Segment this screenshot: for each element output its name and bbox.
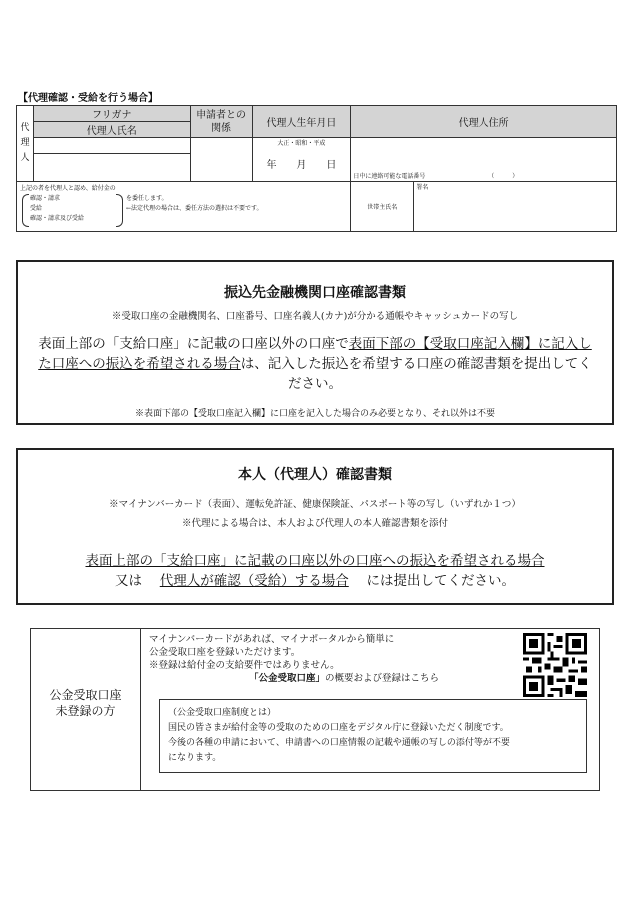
legal-note: ←法定代理の場合は、委任方法の選択は不要です。: [126, 205, 263, 212]
qr-code-icon[interactable]: [523, 633, 587, 697]
householder-label: 世帯主氏名: [351, 182, 414, 232]
proxy-side-label: 代理人: [17, 106, 34, 182]
bank-note: ※受取口座の金融機関名、口座番号、口座名義人(カナ)が分かる通帳やキャッシュカードの写し: [111, 311, 519, 322]
bank-title: 振込先金融機関口座確認書類: [224, 285, 406, 301]
phone-parens: （ ）: [488, 173, 519, 180]
id-body-2: 又は 代理人が確認（受給）する場合 には提出してください。: [114, 573, 516, 589]
phone-label: 日中に連絡可能な電話番号: [353, 173, 426, 180]
id-note-1: ※マイナンバーカード（表面）、運転免許証、健康保険証、パスポート等の写し（いずれか１つ）: [109, 499, 521, 510]
option-receive[interactable]: 受給: [30, 205, 43, 212]
era-options: 大正・昭和・平成: [277, 140, 326, 147]
delegation-intro: 上記の者を代理人と認め、給付金の: [20, 185, 116, 192]
bank-body: 表面上部の「支給口座」に記載の口座以外の口座で表面下部の【受取口座記入欄】に記入した口座への振込を希望される場合は、記入した振込を希望する口座の確認書類を提出してください。: [38, 336, 592, 392]
seal-label: 署名: [416, 184, 429, 191]
relation-header: 申請者との関係: [190, 106, 252, 138]
registration-link[interactable]: 「公金受取口座」の概要および登録はこちら: [249, 673, 440, 684]
delegation-cell: [17, 182, 351, 232]
ymd-label: 年 月 日: [266, 160, 337, 171]
birth-input[interactable]: [252, 138, 351, 182]
id-title: 本人（代理人）確認書類: [238, 467, 392, 483]
address-input[interactable]: [351, 138, 617, 182]
name-header: 代理人氏名: [33, 122, 190, 138]
option-confirm[interactable]: 確認・請求: [30, 195, 61, 202]
system-info-box: （公金受取口座制度とは） 国民の皆さまが給付金等の受取のための口座をデジタル庁に登録いただく制度です。 今後の各種の申請において、申請書への口座情報の記載や通帳の写しの添付等が不要 になります。: [159, 699, 587, 773]
furigana-input[interactable]: [33, 138, 190, 154]
proxy-table: [16, 105, 617, 232]
relation-input[interactable]: [190, 138, 252, 182]
delegate-text: を委任します。: [126, 195, 168, 202]
bank-document-box: [16, 260, 614, 425]
id-body-1: 表面上部の「支給口座」に記載の口座以外の口座への振込を希望される場合: [85, 553, 545, 569]
system-title: （公金受取口座制度とは）: [168, 708, 277, 718]
furigana-header: フリガナ: [33, 106, 190, 122]
householder-input[interactable]: [414, 182, 617, 232]
registration-label: 公金受取口座 未登録の方: [49, 688, 122, 718]
registration-text: マイナンバーカードがあれば、マイナポータルから簡単に 公金受取口座を登録いただけます。 ※登録は給付金の支給要件ではありません。 「公金受取口座」の概要および登録はこちら: [149, 634, 440, 684]
section-title: 【代理確認・受給を行う場合】: [18, 93, 158, 104]
address-header: 代理人住所: [351, 106, 617, 138]
id-note-2: ※代理による場合は、本人および代理人の本人確認書類を添付: [181, 518, 448, 529]
name-input[interactable]: [33, 154, 190, 182]
id-document-box: [16, 448, 614, 605]
birth-header: 代理人生年月日: [252, 106, 351, 138]
registration-box: [30, 628, 600, 791]
bank-footer: ※表面下部の【受取口座記入欄】に口座を記入した場合のみ必要となり、それ以外は不要: [134, 409, 495, 419]
option-both[interactable]: 確認・請求及び受給: [30, 215, 85, 222]
